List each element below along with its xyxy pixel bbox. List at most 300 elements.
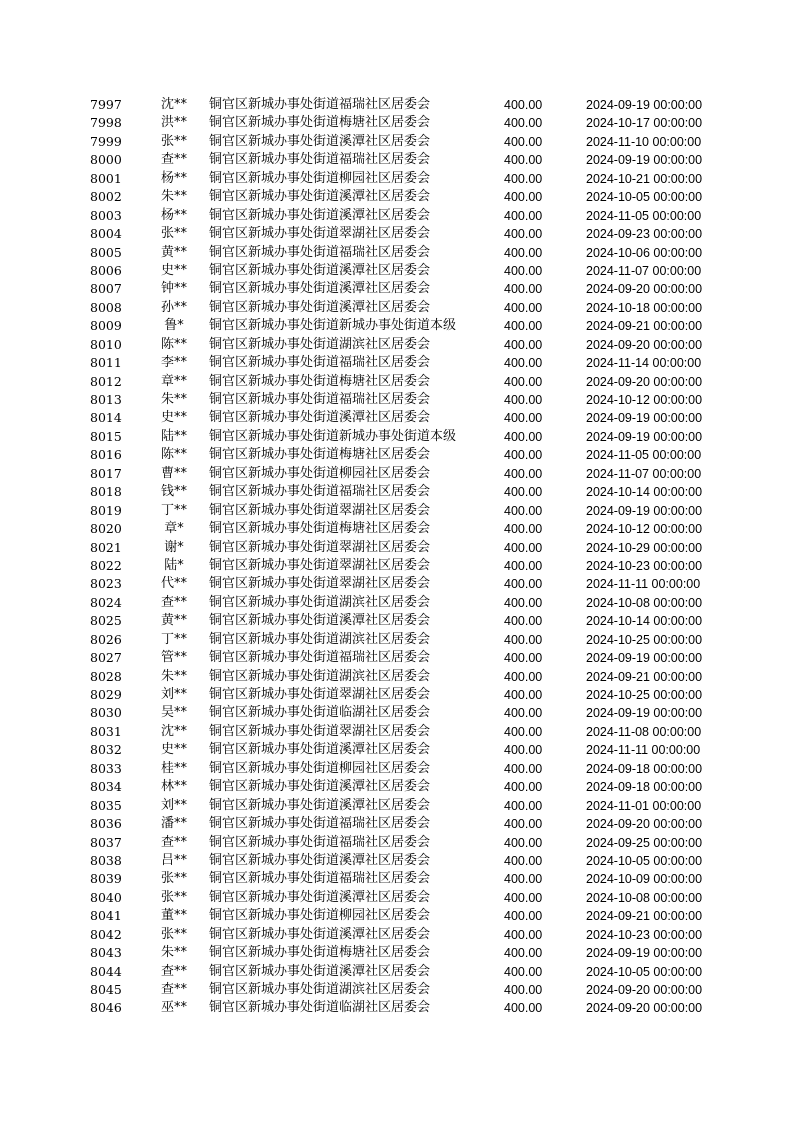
table-row xyxy=(0,631,793,649)
date: 2024-10-18 00:00:00 xyxy=(586,300,703,315)
table-row xyxy=(0,557,793,575)
date: 2024-09-19 00:00:00 xyxy=(586,153,703,168)
table-row xyxy=(0,502,793,520)
date: 2024-10-08 00:00:00 xyxy=(586,890,703,905)
table-row xyxy=(0,170,793,188)
table-row xyxy=(0,391,793,409)
amount: 400.00 xyxy=(504,245,543,260)
amount: 400.00 xyxy=(504,337,543,352)
date: 2024-10-23 00:00:00 xyxy=(586,927,703,942)
amount: 400.00 xyxy=(504,540,543,555)
table-row xyxy=(0,225,793,243)
row-id: 8031 xyxy=(90,723,122,739)
row-id: 8008 xyxy=(90,299,122,315)
table-row xyxy=(0,889,793,907)
table-row xyxy=(0,741,793,759)
table-row xyxy=(0,907,793,925)
organization: 铜官区新城办事处街道湖滨社区居委会 xyxy=(209,982,431,997)
date: 2024-11-07 00:00:00 xyxy=(586,263,702,278)
table-row xyxy=(0,926,793,944)
table-row xyxy=(0,188,793,206)
amount: 400.00 xyxy=(504,282,543,297)
recipient-name: 董** xyxy=(160,908,187,924)
organization: 铜官区新城办事处街道翠湖社区居委会 xyxy=(209,576,431,592)
recipient-name: 朱** xyxy=(160,945,187,961)
row-id: 8022 xyxy=(90,557,122,573)
recipient-name: 朱** xyxy=(160,668,187,684)
recipient-name: 沈** xyxy=(160,723,187,739)
organization: 铜官区新城办事处街道溪潭社区居委会 xyxy=(209,963,431,979)
amount: 400.00 xyxy=(504,706,543,721)
date: 2024-09-19 00:00:00 xyxy=(586,503,703,518)
table-row xyxy=(0,336,793,354)
amount: 400.00 xyxy=(504,853,543,868)
date: 2024-10-17 00:00:00 xyxy=(586,116,703,131)
date: 2024-09-20 00:00:00 xyxy=(586,817,703,832)
amount: 400.00 xyxy=(504,890,543,905)
date: 2024-11-01 00:00:00 xyxy=(586,798,702,813)
organization: 铜官区新城办事处街道梅塘社区居委会 xyxy=(209,115,431,131)
recipient-name: 张** xyxy=(160,889,187,905)
organization: 铜官区新城办事处街道翠湖社区居委会 xyxy=(209,687,431,702)
amount: 400.00 xyxy=(504,595,543,610)
row-id: 8044 xyxy=(90,963,122,979)
amount: 400.00 xyxy=(504,227,543,242)
table-row xyxy=(0,963,793,981)
recipient-name: 朱** xyxy=(160,392,187,407)
recipient-name: 代** xyxy=(160,576,187,592)
date: 2024-10-06 00:00:00 xyxy=(586,245,703,260)
row-id: 8014 xyxy=(90,410,122,426)
organization: 铜官区新城办事处街道溪潭社区居委会 xyxy=(209,410,431,426)
recipient-name: 张** xyxy=(160,926,187,942)
date: 2024-10-12 00:00:00 xyxy=(586,522,703,537)
date: 2024-11-10 00:00:00 xyxy=(586,134,702,149)
row-id: 8002 xyxy=(90,189,122,205)
organization: 铜官区新城办事处街道溪潭社区居委会 xyxy=(209,926,431,942)
organization: 铜官区新城办事处街道柳园社区居委会 xyxy=(209,170,431,186)
recipient-name: 吕** xyxy=(160,852,187,868)
organization: 铜官区新城办事处街道溪潭社区居委会 xyxy=(209,797,431,813)
recipient-name: 吴** xyxy=(160,705,187,721)
row-id: 8025 xyxy=(90,613,122,629)
date: 2024-09-18 00:00:00 xyxy=(586,780,703,795)
date: 2024-11-07 00:00:00 xyxy=(586,466,702,481)
recipient-name: 张** xyxy=(160,871,187,887)
organization: 铜官区新城办事处街道溪潭社区居委会 xyxy=(209,742,431,758)
amount: 400.00 xyxy=(504,522,543,537)
row-id: 8040 xyxy=(90,889,122,905)
date: 2024-09-20 00:00:00 xyxy=(586,374,703,389)
organization: 铜官区新城办事处街道溪潭社区居委会 xyxy=(209,299,431,315)
recipient-name: 洪** xyxy=(160,115,187,131)
table-row xyxy=(0,520,793,538)
organization: 铜官区新城办事处街道溪潭社区居委会 xyxy=(209,613,431,629)
row-id: 7999 xyxy=(90,133,122,149)
table-row xyxy=(0,594,793,612)
date: 2024-09-19 00:00:00 xyxy=(586,651,703,666)
amount: 400.00 xyxy=(504,466,543,481)
table-row xyxy=(0,668,793,686)
date: 2024-10-08 00:00:00 xyxy=(586,595,703,610)
amount: 400.00 xyxy=(504,761,543,776)
row-id: 8034 xyxy=(90,779,122,795)
row-id: 8033 xyxy=(90,760,122,776)
organization: 铜官区新城办事处街道翠湖社区居委会 xyxy=(209,226,431,242)
table-row xyxy=(0,409,793,427)
row-id: 8021 xyxy=(90,539,122,555)
row-id: 8032 xyxy=(90,742,122,758)
recipient-name: 钱** xyxy=(160,484,187,500)
amount: 400.00 xyxy=(504,411,543,426)
recipient-name: 沈** xyxy=(160,97,187,112)
row-id: 8019 xyxy=(90,502,122,518)
table-row xyxy=(0,317,793,335)
row-id: 8043 xyxy=(90,945,122,961)
recipient-name: 朱** xyxy=(160,189,187,205)
table-row xyxy=(0,686,793,704)
table-row xyxy=(0,465,793,483)
row-id: 8006 xyxy=(90,262,122,278)
amount: 400.00 xyxy=(504,651,543,666)
table-row xyxy=(0,944,793,962)
recipient-name: 林** xyxy=(160,779,187,795)
recipient-name: 查** xyxy=(160,834,187,850)
date: 2024-09-21 00:00:00 xyxy=(586,669,703,684)
row-id: 8027 xyxy=(90,650,122,666)
date: 2024-11-11 00:00:00 xyxy=(586,743,701,758)
organization: 铜官区新城办事处街道梅塘社区居委会 xyxy=(209,447,431,463)
row-id: 8017 xyxy=(90,465,122,481)
recipient-name: 钟** xyxy=(160,281,187,297)
recipient-name: 丁** xyxy=(160,631,187,647)
row-id: 8036 xyxy=(90,816,122,832)
amount: 400.00 xyxy=(504,208,543,223)
organization: 铜官区新城办事处街道福瑞社区居委会 xyxy=(209,816,431,832)
row-id: 8041 xyxy=(90,908,122,924)
recipient-name: 桂** xyxy=(160,760,187,776)
amount: 400.00 xyxy=(504,503,543,518)
organization: 铜官区新城办事处街道福瑞社区居委会 xyxy=(209,871,431,887)
table-row xyxy=(0,244,793,262)
amount: 400.00 xyxy=(504,153,543,168)
row-id: 8026 xyxy=(90,631,122,647)
recipient-name: 李** xyxy=(160,355,187,371)
amount: 400.00 xyxy=(504,98,543,112)
date: 2024-10-29 00:00:00 xyxy=(586,540,703,555)
date: 2024-10-14 00:00:00 xyxy=(586,485,703,500)
organization: 铜官区新城办事处街道梅塘社区居委会 xyxy=(209,521,431,537)
amount: 400.00 xyxy=(504,134,543,149)
table-row xyxy=(0,299,793,317)
organization: 铜官区新城办事处街道柳园社区居委会 xyxy=(209,908,431,924)
amount: 400.00 xyxy=(504,448,543,463)
date: 2024-09-19 00:00:00 xyxy=(586,429,703,444)
row-id: 8001 xyxy=(90,170,122,186)
recipient-name: 孙** xyxy=(160,299,187,315)
table-row xyxy=(0,354,793,372)
recipient-name: 陆* xyxy=(164,557,184,573)
recipient-name: 谢* xyxy=(164,539,184,555)
organization: 铜官区新城办事处街道福瑞社区居委会 xyxy=(209,650,431,666)
organization: 铜官区新城办事处街道翠湖社区居委会 xyxy=(209,723,431,739)
amount: 400.00 xyxy=(504,835,543,850)
row-id: 8024 xyxy=(90,594,122,610)
amount: 400.00 xyxy=(504,374,543,389)
date: 2024-10-23 00:00:00 xyxy=(586,558,703,573)
amount: 400.00 xyxy=(504,724,543,739)
table-row xyxy=(0,704,793,722)
date: 2024-10-05 00:00:00 xyxy=(586,190,703,205)
organization: 铜官区新城办事处街道湖滨社区居委会 xyxy=(209,631,431,647)
organization: 铜官区新城办事处街道溪潭社区居委会 xyxy=(209,852,431,868)
recipient-name: 查** xyxy=(160,982,187,997)
row-id: 8023 xyxy=(90,576,122,592)
recipient-name: 查** xyxy=(160,963,187,979)
amount: 400.00 xyxy=(504,319,543,334)
table-row xyxy=(0,778,793,796)
row-id: 8045 xyxy=(90,982,122,997)
amount: 400.00 xyxy=(504,669,543,684)
table-row xyxy=(0,96,793,114)
row-id: 8010 xyxy=(90,336,122,352)
row-id: 8003 xyxy=(90,207,122,223)
data-table xyxy=(0,96,793,1018)
date: 2024-09-21 00:00:00 xyxy=(586,909,703,924)
organization: 铜官区新城办事处街道福瑞社区居委会 xyxy=(209,152,431,168)
recipient-name: 史** xyxy=(160,742,187,758)
table-row xyxy=(0,999,793,1017)
recipient-name: 刘** xyxy=(160,797,187,813)
table-row xyxy=(0,207,793,225)
table-row xyxy=(0,428,793,446)
table-row xyxy=(0,760,793,778)
recipient-name: 曹** xyxy=(160,465,187,481)
table-row xyxy=(0,262,793,280)
date: 2024-09-20 00:00:00 xyxy=(586,337,703,352)
recipient-name: 黄** xyxy=(160,613,187,629)
recipient-name: 潘** xyxy=(160,816,187,832)
row-id: 7997 xyxy=(90,97,122,112)
amount: 400.00 xyxy=(504,780,543,795)
organization: 铜官区新城办事处街道溪潭社区居委会 xyxy=(209,779,431,795)
table-row xyxy=(0,133,793,151)
table-row xyxy=(0,852,793,870)
recipient-name: 史** xyxy=(160,262,187,278)
date: 2024-09-20 00:00:00 xyxy=(586,1001,703,1016)
recipient-name: 黄** xyxy=(160,244,187,260)
row-id: 8000 xyxy=(90,152,122,168)
row-id: 8042 xyxy=(90,926,122,942)
date: 2024-10-25 00:00:00 xyxy=(586,688,703,702)
organization: 铜官区新城办事处街道福瑞社区居委会 xyxy=(209,97,431,112)
row-id: 8039 xyxy=(90,871,122,887)
amount: 400.00 xyxy=(504,429,543,444)
date: 2024-09-20 00:00:00 xyxy=(586,983,703,997)
table-row xyxy=(0,151,793,169)
organization: 铜官区新城办事处街道溪潭社区居委会 xyxy=(209,262,431,278)
date: 2024-09-21 00:00:00 xyxy=(586,319,703,334)
organization: 铜官区新城办事处街道湖滨社区居委会 xyxy=(209,668,431,684)
organization: 铜官区新城办事处街道溪潭社区居委会 xyxy=(209,207,431,223)
amount: 400.00 xyxy=(504,171,543,186)
row-id: 8013 xyxy=(90,392,122,407)
date: 2024-10-21 00:00:00 xyxy=(586,171,703,186)
date: 2024-10-05 00:00:00 xyxy=(586,853,703,868)
date: 2024-09-18 00:00:00 xyxy=(586,761,703,776)
recipient-name: 史** xyxy=(160,410,187,426)
organization: 铜官区新城办事处街道福瑞社区居委会 xyxy=(209,834,431,850)
date: 2024-09-20 00:00:00 xyxy=(586,282,703,297)
organization: 铜官区新城办事处街道梅塘社区居委会 xyxy=(209,373,431,389)
recipient-name: 陆** xyxy=(160,428,187,444)
amount: 400.00 xyxy=(504,116,543,131)
date: 2024-09-19 00:00:00 xyxy=(586,946,703,961)
row-id: 8046 xyxy=(90,1000,122,1016)
recipient-name: 刘** xyxy=(160,687,187,702)
table-row xyxy=(0,815,793,833)
row-id: 7998 xyxy=(90,115,122,131)
table-row xyxy=(0,280,793,298)
recipient-name: 杨** xyxy=(160,170,187,186)
date: 2024-09-23 00:00:00 xyxy=(586,227,703,242)
amount: 400.00 xyxy=(504,356,543,371)
date: 2024-11-08 00:00:00 xyxy=(586,724,702,739)
organization: 铜官区新城办事处街道新城办事处街道本级 xyxy=(209,428,457,444)
amount: 400.00 xyxy=(504,632,543,647)
table-row xyxy=(0,446,793,464)
row-id: 8004 xyxy=(90,226,122,242)
amount: 400.00 xyxy=(504,688,543,702)
amount: 400.00 xyxy=(504,909,543,924)
row-id: 8028 xyxy=(90,668,122,684)
row-id: 8035 xyxy=(90,797,122,813)
recipient-name: 管** xyxy=(160,650,187,666)
amount: 400.00 xyxy=(504,485,543,500)
amount: 400.00 xyxy=(504,558,543,573)
row-id: 8037 xyxy=(90,834,122,850)
recipient-name: 巫** xyxy=(160,1000,187,1016)
table-row xyxy=(0,483,793,501)
amount: 400.00 xyxy=(504,190,543,205)
row-id: 8018 xyxy=(90,484,122,500)
organization: 铜官区新城办事处街道翠湖社区居委会 xyxy=(209,557,431,573)
date: 2024-10-25 00:00:00 xyxy=(586,632,703,647)
row-id: 8029 xyxy=(90,687,122,702)
organization: 铜官区新城办事处街道福瑞社区居委会 xyxy=(209,392,431,407)
organization: 铜官区新城办事处街道新城办事处街道本级 xyxy=(209,318,457,334)
row-id: 8015 xyxy=(90,428,122,444)
date: 2024-09-19 00:00:00 xyxy=(586,98,703,112)
organization: 铜官区新城办事处街道福瑞社区居委会 xyxy=(209,484,431,500)
table-row xyxy=(0,797,793,815)
organization: 铜官区新城办事处街道福瑞社区居委会 xyxy=(209,355,431,371)
row-id: 8038 xyxy=(90,852,122,868)
row-id: 8020 xyxy=(90,521,122,537)
organization: 铜官区新城办事处街道柳园社区居委会 xyxy=(209,465,431,481)
table-row xyxy=(0,981,793,999)
amount: 400.00 xyxy=(504,614,543,629)
amount: 400.00 xyxy=(504,983,543,997)
row-id: 8009 xyxy=(90,318,122,334)
amount: 400.00 xyxy=(504,964,543,979)
recipient-name: 陈** xyxy=(160,336,187,352)
recipient-name: 丁** xyxy=(160,502,187,518)
recipient-name: 章* xyxy=(164,521,184,537)
organization: 铜官区新城办事处街道翠湖社区居委会 xyxy=(209,502,431,518)
organization: 铜官区新城办事处街道福瑞社区居委会 xyxy=(209,244,431,260)
organization: 铜官区新城办事处街道柳园社区居委会 xyxy=(209,760,431,776)
table-row xyxy=(0,649,793,667)
amount: 400.00 xyxy=(504,927,543,942)
amount: 400.00 xyxy=(504,872,543,887)
table-row xyxy=(0,612,793,630)
date: 2024-09-19 00:00:00 xyxy=(586,706,703,721)
recipient-name: 陈** xyxy=(160,447,187,463)
amount: 400.00 xyxy=(504,1001,543,1016)
organization: 铜官区新城办事处街道湖滨社区居委会 xyxy=(209,594,431,610)
recipient-name: 鲁* xyxy=(164,318,184,334)
row-id: 8007 xyxy=(90,281,122,297)
amount: 400.00 xyxy=(504,300,543,315)
table-row xyxy=(0,723,793,741)
date: 2024-10-09 00:00:00 xyxy=(586,872,703,887)
date: 2024-11-11 00:00:00 xyxy=(586,577,701,592)
date: 2024-11-05 00:00:00 xyxy=(586,448,702,463)
row-id: 8030 xyxy=(90,705,122,721)
recipient-name: 章** xyxy=(160,373,187,389)
date: 2024-10-12 00:00:00 xyxy=(586,393,703,407)
organization: 铜官区新城办事处街道翠湖社区居委会 xyxy=(209,539,431,555)
amount: 400.00 xyxy=(504,577,543,592)
organization: 铜官区新城办事处街道临湖社区居委会 xyxy=(209,705,431,721)
date: 2024-11-14 00:00:00 xyxy=(586,356,702,371)
amount: 400.00 xyxy=(504,946,543,961)
organization: 铜官区新城办事处街道溪潭社区居委会 xyxy=(209,133,431,149)
recipient-name: 张** xyxy=(160,133,187,149)
organization: 铜官区新城办事处街道梅塘社区居委会 xyxy=(209,945,431,961)
amount: 400.00 xyxy=(504,798,543,813)
organization: 铜官区新城办事处街道湖滨社区居委会 xyxy=(209,336,431,352)
date: 2024-09-19 00:00:00 xyxy=(586,411,703,426)
table-row xyxy=(0,834,793,852)
recipient-name: 杨** xyxy=(160,207,187,223)
row-id: 8016 xyxy=(90,447,122,463)
date: 2024-10-05 00:00:00 xyxy=(586,964,703,979)
row-id: 8012 xyxy=(90,373,122,389)
date: 2024-09-25 00:00:00 xyxy=(586,835,703,850)
amount: 400.00 xyxy=(504,263,543,278)
recipient-name: 查** xyxy=(160,594,187,610)
organization: 铜官区新城办事处街道溪潭社区居委会 xyxy=(209,281,431,297)
date: 2024-10-14 00:00:00 xyxy=(586,614,703,629)
organization: 铜官区新城办事处街道溪潭社区居委会 xyxy=(209,189,431,205)
organization: 铜官区新城办事处街道临湖社区居委会 xyxy=(209,1000,431,1016)
table-row xyxy=(0,870,793,888)
recipient-name: 查** xyxy=(160,152,187,168)
amount: 400.00 xyxy=(504,743,543,758)
organization: 铜官区新城办事处街道溪潭社区居委会 xyxy=(209,889,431,905)
row-id: 8011 xyxy=(90,355,122,371)
recipient-name: 张** xyxy=(160,226,187,242)
table-row xyxy=(0,575,793,593)
amount: 400.00 xyxy=(504,393,543,407)
amount: 400.00 xyxy=(504,817,543,832)
table-row xyxy=(0,539,793,557)
table-row xyxy=(0,114,793,132)
row-id: 8005 xyxy=(90,244,122,260)
table-row xyxy=(0,373,793,391)
